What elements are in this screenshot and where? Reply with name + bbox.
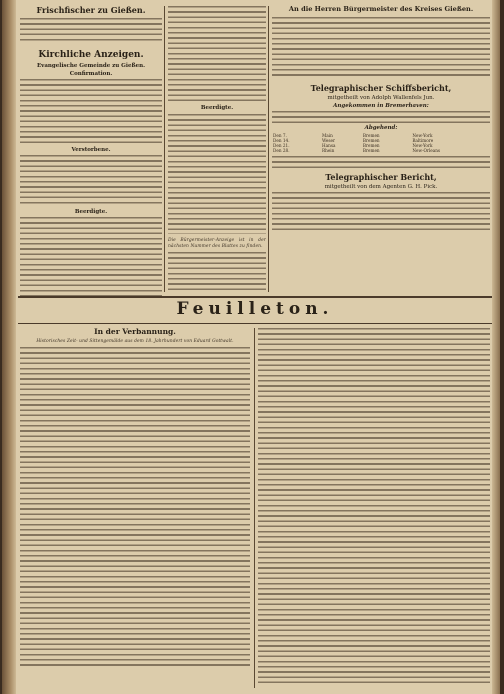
cell: Bremen — [362, 132, 380, 138]
middle-column — [168, 6, 266, 296]
text-block — [272, 192, 490, 232]
heading-kirchliche-anzeigen: Kirchliche Anzeigen. — [38, 50, 144, 61]
feuilleton-right — [258, 328, 490, 688]
cell: Bremen — [362, 148, 380, 154]
notice-text: Die Bürgermeister-Anzeige ist in der nächsten Nummer des Blattes zu finden. — [168, 238, 266, 249]
text-block — [20, 79, 162, 143]
cell: Den 28. — [273, 148, 290, 154]
divider-bottom — [18, 323, 492, 324]
telegraph-subtitle: mitgetheilt von Adolph Wallenfels Jun. — [327, 94, 435, 101]
text-block — [272, 156, 490, 168]
heading-telegraph: Telegraphischer Schiffsbericht, — [310, 82, 452, 93]
ship-table — [272, 133, 490, 154]
newspaper-page — [2, 0, 500, 694]
cell: Weser — [321, 137, 336, 143]
cell: Hansa — [321, 143, 336, 149]
text-block — [272, 111, 490, 123]
subheading-confirmation: Confirmation. — [69, 70, 113, 77]
column-divider — [164, 6, 165, 292]
cell: New-York — [412, 143, 433, 149]
subheading-beerdigte: Beerdigte. — [74, 208, 108, 215]
cell: Bremen — [362, 137, 380, 143]
column-divider — [254, 328, 255, 688]
telegraph-arrived: Angekommen in Bremerhaven: — [333, 102, 429, 109]
binding-edge — [2, 0, 16, 694]
subheading-beerdigte-2: Beerdigte. — [200, 105, 234, 111]
left-column — [20, 6, 162, 296]
cell: New-York — [412, 132, 433, 138]
story-text — [258, 328, 490, 684]
text-block — [272, 17, 490, 79]
subheading-verstorbene: Verstorbene. — [71, 146, 111, 153]
feuilleton-left — [20, 328, 250, 688]
cell: Rhein — [321, 148, 335, 154]
text-block — [20, 217, 162, 296]
telegraph-departed: Abgehend: — [364, 124, 398, 131]
text-block — [168, 6, 266, 102]
cell: Den 14. — [273, 137, 290, 143]
text-block — [168, 252, 266, 292]
cell: Main — [321, 132, 333, 138]
feuilleton-title: Feuilleton. — [176, 299, 334, 319]
text-block — [168, 114, 266, 234]
right-column — [272, 6, 490, 296]
subheading-gemeinde: Evangelische Gemeinde zu Gießen. — [36, 62, 146, 69]
cell: Den 7. — [273, 132, 287, 138]
heading-frischfischer: Frischfischer zu Gießen. — [36, 6, 146, 15]
cell: Den 21. — [273, 143, 290, 149]
cell: Baltimore — [412, 137, 434, 143]
column-divider — [268, 6, 269, 292]
story-text — [20, 347, 250, 669]
text-block — [20, 155, 162, 205]
story-subtitle: Historisches Zeit- und Sittengemälde aus dem 18. Jahrhundert von Eduard Gottwalt. — [36, 338, 234, 344]
page-edge — [492, 0, 500, 694]
report-subtitle: mitgetheilt von dem Agenten G. H. Pick. — [324, 183, 438, 190]
table-row — [272, 148, 490, 153]
cell: New-Orleans — [412, 148, 441, 154]
divider-top — [18, 296, 492, 298]
heading-report: Telegraphischer Bericht, — [325, 171, 437, 182]
cell: Bremen — [362, 143, 380, 149]
text-block — [20, 18, 162, 44]
heading-buergermeister: An die Herren Bürgermeister des Kreises Gießen. — [288, 6, 474, 13]
story-title: In der Verbannung. — [94, 328, 176, 336]
